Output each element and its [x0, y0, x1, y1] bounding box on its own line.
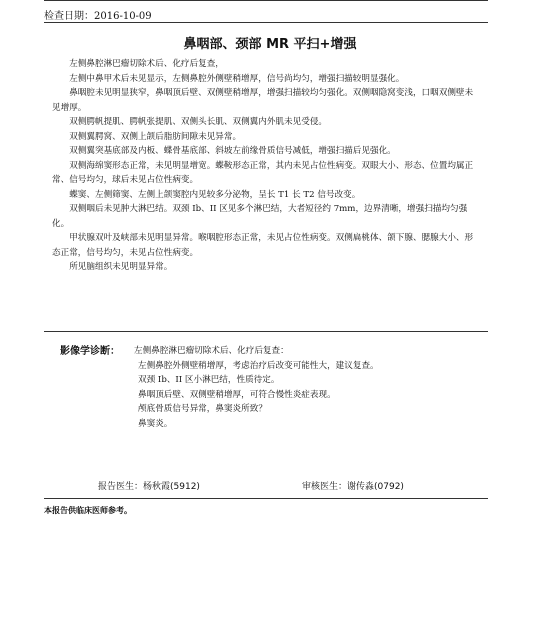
diagnosis-line: 左侧鼻腔外侧壁稍增厚，考虑治疗后改变可能性大，建议复查。: [138, 360, 379, 371]
diagnosis-line: 鼻窦炎。: [138, 418, 173, 429]
findings-paragraph: 甲状腺双叶及峡部未见明显异常。喉咽腔形态正常，未见占位性病变。双侧扁桃体、颌下腺、腮腺大小、形态正常，信号均匀，未见占位性病变。: [52, 233, 474, 258]
findings-section: [52, 57, 480, 275]
findings-paragraph: 左侧中鼻甲术后未见显示，左侧鼻腔外侧壁稍增厚，信号尚均匀，增强扫描较明显强化。: [69, 73, 405, 84]
reporting-doctor: 报告医生：杨秋霞(5912): [98, 482, 200, 492]
header-divider: [44, 22, 488, 23]
footer-note: 本报告供临床医师参考。: [44, 506, 132, 515]
findings-paragraph: 蝶窦、左侧筛窦、左侧上颌窦腔内见较多分泌物，呈长 T1 长 T2 信号改变。: [69, 189, 361, 200]
findings-paragraph: 双侧翼突基底部及内板、蝶骨基底部、斜坡左前缘骨质信号减低，增强扫描后见强化。: [69, 146, 396, 156]
findings-paragraph: 双侧海绵窦形态正常，未见明显增宽。蝶鞍形态正常，其内未见占位性病变。双眼大小、形态、位置均属正常、信号均匀，球后未见占位性病变。: [52, 160, 474, 185]
top-divider: [44, 0, 488, 1]
footer-divider: [44, 498, 488, 499]
findings-paragraph: 鼻咽腔未见明显狭窄，鼻咽顶后壁、双侧壁稍增厚，增强扫描较均匀强化。双侧咽隐窝变浅，口咽双侧壁未见增厚。: [52, 88, 474, 113]
diagnosis-label: 影像学诊断：: [60, 346, 120, 357]
diagnosis-line: 颅底骨质信号异常，鼻窦炎所致？: [138, 404, 267, 414]
report-title: 鼻咽部、颈部 MR 平扫+增强: [183, 37, 357, 52]
reviewing-doctor: 审核医生：谢传淼(0792): [302, 482, 404, 492]
diagnosis-line: 左侧鼻腔淋巴瘤切除术后、化疗后复查：: [134, 346, 289, 356]
diagnosis-divider: [44, 331, 488, 332]
diagnosis-line: 双颈 Ib、II 区小淋巴结，性质待定。: [138, 375, 280, 385]
findings-paragraph: 双侧翼腭窝、双侧上颌后脂肪间隙未见异常。: [69, 131, 242, 142]
findings-paragraph: 左侧鼻腔淋巴瘤切除术后、化疗后复查，: [69, 59, 224, 69]
diagnosis-list: [136, 344, 379, 431]
exam-date: 检查日期：2016-10-09: [44, 11, 152, 22]
findings-paragraph: 双侧咽后未见肿大淋巴结。双颈 Ib、II 区见多个淋巴结，大者短径约 7mm，边界清晰，增强扫描均匀强化。: [52, 204, 468, 229]
findings-paragraph: 双侧腭帆提肌、腭帆张提肌、双侧头长肌、双侧翼内外肌未见受侵。: [69, 117, 328, 127]
diagnosis-line: 鼻咽顶后壁、双侧壁稍增厚，可符合慢性炎症表现。: [138, 389, 336, 400]
findings-paragraph: 所见脑组织未见明显异常。: [69, 262, 173, 272]
